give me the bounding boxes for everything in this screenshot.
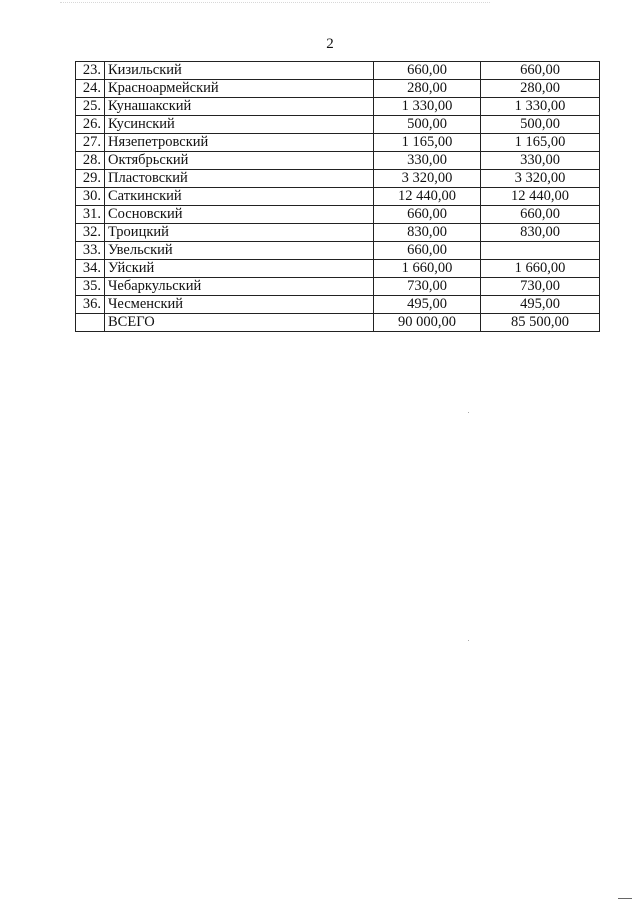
table-row <box>76 116 600 134</box>
table-body <box>76 62 600 332</box>
district-name-cell: Саткинский <box>105 188 374 206</box>
amount-1-cell: 280,00 <box>374 80 481 98</box>
amount-2-cell: 1 660,00 <box>481 260 600 278</box>
district-name-cell: Нязепетровский <box>105 134 374 152</box>
district-name-cell: Красноармейский <box>105 80 374 98</box>
row-number-cell: 34. <box>76 260 105 278</box>
district-name-cell: Октябрьский <box>105 152 374 170</box>
table-row <box>76 98 600 116</box>
amount-1-cell: 660,00 <box>374 206 481 224</box>
amount-2-cell <box>481 242 600 260</box>
row-number-cell: 31. <box>76 206 105 224</box>
table-row <box>76 188 600 206</box>
district-name-cell: Уйский <box>105 260 374 278</box>
table-row <box>76 170 600 188</box>
amount-2-cell: 495,00 <box>481 296 600 314</box>
scan-speck <box>468 640 469 641</box>
amount-2-cell: 1 165,00 <box>481 134 600 152</box>
district-name-cell: ВСЕГО <box>105 314 374 332</box>
district-name-cell: Кизильский <box>105 62 374 80</box>
amount-1-cell: 830,00 <box>374 224 481 242</box>
row-number-cell <box>76 314 105 332</box>
table-row <box>76 80 600 98</box>
table-row <box>76 242 600 260</box>
row-number-cell: 35. <box>76 278 105 296</box>
amount-1-cell: 1 165,00 <box>374 134 481 152</box>
amount-2-cell: 12 440,00 <box>481 188 600 206</box>
amount-1-cell: 1 330,00 <box>374 98 481 116</box>
amount-2-cell: 85 500,00 <box>481 314 600 332</box>
amount-2-cell: 830,00 <box>481 224 600 242</box>
row-number-cell: 23. <box>76 62 105 80</box>
district-name-cell: Троицкий <box>105 224 374 242</box>
amount-2-cell: 660,00 <box>481 206 600 224</box>
amount-2-cell: 500,00 <box>481 116 600 134</box>
table-row <box>76 134 600 152</box>
amount-1-cell: 495,00 <box>374 296 481 314</box>
amount-1-cell: 12 440,00 <box>374 188 481 206</box>
row-number-cell: 28. <box>76 152 105 170</box>
amount-1-cell: 3 320,00 <box>374 170 481 188</box>
table-row <box>76 62 600 80</box>
district-name-cell: Чесменский <box>105 296 374 314</box>
amount-1-cell: 330,00 <box>374 152 481 170</box>
row-number-cell: 36. <box>76 296 105 314</box>
row-number-cell: 29. <box>76 170 105 188</box>
amount-2-cell: 3 320,00 <box>481 170 600 188</box>
table-row <box>76 260 600 278</box>
district-name-cell: Пластовский <box>105 170 374 188</box>
table-row <box>76 278 600 296</box>
table-row <box>76 224 600 242</box>
page-number: 2 <box>326 36 334 52</box>
amount-2-cell: 730,00 <box>481 278 600 296</box>
amount-1-cell: 90 000,00 <box>374 314 481 332</box>
table-row <box>76 206 600 224</box>
scan-artifact-line <box>60 2 490 9</box>
amount-1-cell: 730,00 <box>374 278 481 296</box>
scan-speck <box>468 412 469 413</box>
amount-2-cell: 660,00 <box>481 62 600 80</box>
row-number-cell: 27. <box>76 134 105 152</box>
amount-2-cell: 330,00 <box>481 152 600 170</box>
amount-1-cell: 660,00 <box>374 62 481 80</box>
district-name-cell: Кусинский <box>105 116 374 134</box>
table-row <box>76 152 600 170</box>
district-name-cell: Чебаркульский <box>105 278 374 296</box>
row-number-cell: 25. <box>76 98 105 116</box>
row-number-cell: 26. <box>76 116 105 134</box>
amount-1-cell: 660,00 <box>374 242 481 260</box>
amount-1-cell: 1 660,00 <box>374 260 481 278</box>
district-name-cell: Кунашакский <box>105 98 374 116</box>
district-name-cell: Увельский <box>105 242 374 260</box>
row-number-cell: 33. <box>76 242 105 260</box>
table-row <box>76 296 600 314</box>
amount-1-cell: 500,00 <box>374 116 481 134</box>
budget-table <box>75 61 600 332</box>
row-number-cell: 32. <box>76 224 105 242</box>
row-number-cell: 30. <box>76 188 105 206</box>
amount-2-cell: 1 330,00 <box>481 98 600 116</box>
scan-corner-mark <box>618 898 632 899</box>
amount-2-cell: 280,00 <box>481 80 600 98</box>
table-row <box>76 314 600 332</box>
row-number-cell: 24. <box>76 80 105 98</box>
district-name-cell: Сосновский <box>105 206 374 224</box>
